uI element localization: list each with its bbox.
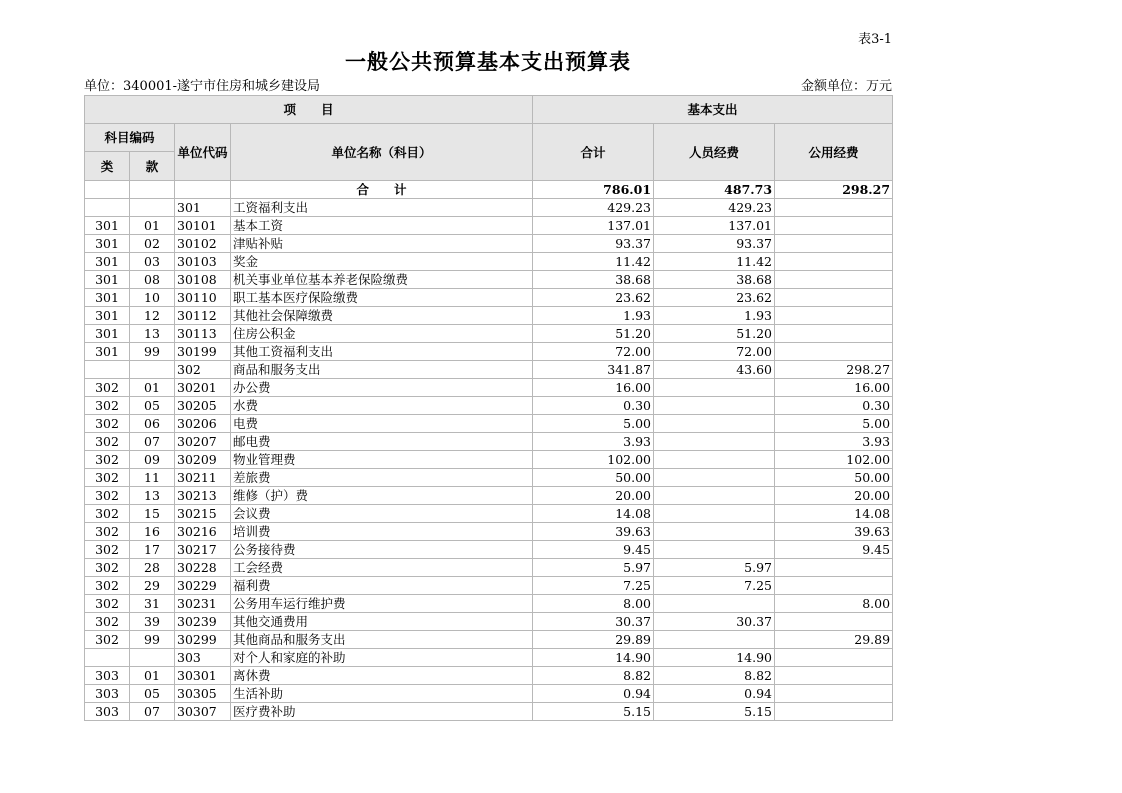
cell-code: 30307 [175, 703, 231, 721]
cell-total: 5.97 [533, 559, 654, 577]
cell-public [775, 685, 893, 703]
cell-lei: 302 [85, 577, 130, 595]
table-row [85, 253, 893, 271]
header-kuan: 款 [130, 152, 175, 181]
cell-total: 102.00 [533, 451, 654, 469]
cell-public: 39.63 [775, 523, 893, 541]
cell-code: 30211 [175, 469, 231, 487]
cell-name: 生活补助 [231, 685, 533, 703]
cell-public [775, 289, 893, 307]
header-public: 公用经费 [775, 124, 893, 181]
cell-name: 其他商品和服务支出 [231, 631, 533, 649]
cell-code: 30110 [175, 289, 231, 307]
cell-total: 14.90 [533, 649, 654, 667]
cell-kuan: 06 [130, 415, 175, 433]
cell-kuan: 05 [130, 397, 175, 415]
cell-name: 工资福利支出 [231, 199, 533, 217]
cell-name: 其他工资福利支出 [231, 343, 533, 361]
cell-kuan: 12 [130, 307, 175, 325]
cell-public [775, 271, 893, 289]
cell-code: 30112 [175, 307, 231, 325]
cell-total: 341.87 [533, 361, 654, 379]
cell-personnel: 137.01 [654, 217, 775, 235]
cell-kuan [130, 361, 175, 379]
cell-lei: 302 [85, 433, 130, 451]
header-project: 项 目 [85, 96, 533, 124]
total-label: 合 计 [231, 181, 533, 199]
cell-total: 51.20 [533, 325, 654, 343]
page-title: 一般公共预算基本支出预算表 [345, 49, 631, 74]
cell-lei: 301 [85, 325, 130, 343]
cell-public [775, 667, 893, 685]
cell-code: 303 [175, 649, 231, 667]
cell-public [775, 703, 893, 721]
header-basic-expenditure: 基本支出 [533, 96, 893, 124]
cell-lei: 302 [85, 541, 130, 559]
cell-public: 3.93 [775, 433, 893, 451]
cell-total: 39.63 [533, 523, 654, 541]
cell-personnel: 1.93 [654, 307, 775, 325]
cell-personnel [654, 451, 775, 469]
cell-kuan: 03 [130, 253, 175, 271]
table-row [85, 523, 893, 541]
cell-personnel [654, 487, 775, 505]
cell-total: 0.94 [533, 685, 654, 703]
cell-personnel: 93.37 [654, 235, 775, 253]
cell-lei: 302 [85, 469, 130, 487]
cell-lei [85, 199, 130, 217]
cell-personnel: 11.42 [654, 253, 775, 271]
cell-code: 30213 [175, 487, 231, 505]
cell-personnel: 5.15 [654, 703, 775, 721]
cell-code: 301 [175, 199, 231, 217]
total-amount: 786.01 [533, 181, 654, 199]
cell-lei: 302 [85, 559, 130, 577]
cell-kuan: 99 [130, 631, 175, 649]
cell-public: 14.08 [775, 505, 893, 523]
cell-total: 23.62 [533, 289, 654, 307]
cell-total: 72.00 [533, 343, 654, 361]
cell-code: 30209 [175, 451, 231, 469]
cell-lei: 301 [85, 271, 130, 289]
table-row [85, 595, 893, 613]
cell-kuan: 01 [130, 217, 175, 235]
cell-kuan: 02 [130, 235, 175, 253]
unit-label: 单位：340001-遂宁市住房和城乡建设局 [84, 79, 321, 94]
cell-name: 邮电费 [231, 433, 533, 451]
table-row [85, 397, 893, 415]
table-row [85, 235, 893, 253]
cell-public: 298.27 [775, 361, 893, 379]
header-personnel: 人员经费 [654, 124, 775, 181]
table-row [85, 217, 893, 235]
cell-name: 公务接待费 [231, 541, 533, 559]
cell-name: 离休费 [231, 667, 533, 685]
cell-public: 9.45 [775, 541, 893, 559]
cell-total: 429.23 [533, 199, 654, 217]
table-row [85, 289, 893, 307]
table-row [85, 415, 893, 433]
cell-kuan: 99 [130, 343, 175, 361]
cell-kuan: 39 [130, 613, 175, 631]
cell-lei: 301 [85, 217, 130, 235]
cell-total: 38.68 [533, 271, 654, 289]
cell-total: 9.45 [533, 541, 654, 559]
header-total: 合计 [533, 124, 654, 181]
cell-personnel: 30.37 [654, 613, 775, 631]
cell-lei: 301 [85, 307, 130, 325]
cell-total: 29.89 [533, 631, 654, 649]
cell-lei: 301 [85, 253, 130, 271]
total-public: 298.27 [775, 181, 893, 199]
cell-personnel: 51.20 [654, 325, 775, 343]
cell-lei: 302 [85, 487, 130, 505]
table-row [85, 451, 893, 469]
cell-name: 会议费 [231, 505, 533, 523]
cell-name: 维修（护）费 [231, 487, 533, 505]
cell-kuan: 01 [130, 667, 175, 685]
cell-code: 30217 [175, 541, 231, 559]
cell-lei: 302 [85, 595, 130, 613]
cell-personnel: 14.90 [654, 649, 775, 667]
cell-code: 30228 [175, 559, 231, 577]
cell-code: 30231 [175, 595, 231, 613]
table-row [85, 469, 893, 487]
cell-public: 20.00 [775, 487, 893, 505]
cell-kuan [130, 199, 175, 217]
cell-code: 30206 [175, 415, 231, 433]
cell-personnel [654, 541, 775, 559]
cell-kuan: 11 [130, 469, 175, 487]
table-row [85, 685, 893, 703]
cell-name: 工会经费 [231, 559, 533, 577]
cell-kuan: 13 [130, 325, 175, 343]
cell-kuan: 28 [130, 559, 175, 577]
table-row [85, 505, 893, 523]
table-row [85, 325, 893, 343]
cell-lei: 301 [85, 289, 130, 307]
table-row [85, 541, 893, 559]
cell-lei: 302 [85, 379, 130, 397]
total-row [85, 181, 893, 199]
cell-code: 30215 [175, 505, 231, 523]
cell-code: 30102 [175, 235, 231, 253]
table-row [85, 613, 893, 631]
cell-lei: 303 [85, 685, 130, 703]
cell-kuan: 08 [130, 271, 175, 289]
table-row [85, 343, 893, 361]
cell-kuan: 10 [130, 289, 175, 307]
table-row [85, 667, 893, 685]
cell-public: 102.00 [775, 451, 893, 469]
cell-public: 29.89 [775, 631, 893, 649]
cell-kuan [130, 649, 175, 667]
cell-lei: 302 [85, 505, 130, 523]
cell-code: 30205 [175, 397, 231, 415]
cell-name: 差旅费 [231, 469, 533, 487]
cell-public [775, 217, 893, 235]
table-row [85, 649, 893, 667]
cell-public: 5.00 [775, 415, 893, 433]
cell-lei: 303 [85, 703, 130, 721]
budget-table [84, 95, 893, 721]
table-row [85, 433, 893, 451]
cell-public [775, 343, 893, 361]
cell-total: 1.93 [533, 307, 654, 325]
cell-public: 0.30 [775, 397, 893, 415]
cell-name: 培训费 [231, 523, 533, 541]
cell-name: 物业管理费 [231, 451, 533, 469]
table-row [85, 271, 893, 289]
cell-total: 3.93 [533, 433, 654, 451]
cell-personnel [654, 379, 775, 397]
cell-code: 30113 [175, 325, 231, 343]
cell-kuan: 13 [130, 487, 175, 505]
cell-code: 30103 [175, 253, 231, 271]
cell-kuan: 16 [130, 523, 175, 541]
cell-personnel: 429.23 [654, 199, 775, 217]
cell-code: 30207 [175, 433, 231, 451]
cell-lei [85, 649, 130, 667]
cell-public [775, 199, 893, 217]
table-row [85, 487, 893, 505]
cell-public: 16.00 [775, 379, 893, 397]
table-row [85, 307, 893, 325]
table-row [85, 631, 893, 649]
cell-total: 14.08 [533, 505, 654, 523]
cell-lei: 301 [85, 235, 130, 253]
cell-personnel [654, 595, 775, 613]
cell-personnel: 38.68 [654, 271, 775, 289]
cell-lei: 302 [85, 451, 130, 469]
cell-personnel [654, 523, 775, 541]
cell-name: 医疗费补助 [231, 703, 533, 721]
cell-public [775, 649, 893, 667]
cell-code: 30299 [175, 631, 231, 649]
cell-name: 商品和服务支出 [231, 361, 533, 379]
table-row [85, 559, 893, 577]
table-row [85, 199, 893, 217]
cell-public [775, 253, 893, 271]
cell-personnel: 7.25 [654, 577, 775, 595]
cell-public [775, 235, 893, 253]
cell-code: 30101 [175, 217, 231, 235]
cell-kuan: 29 [130, 577, 175, 595]
cell-kuan: 15 [130, 505, 175, 523]
cell-total: 11.42 [533, 253, 654, 271]
cell-code: 30108 [175, 271, 231, 289]
cell-total: 30.37 [533, 613, 654, 631]
cell-total: 50.00 [533, 469, 654, 487]
cell-total: 5.15 [533, 703, 654, 721]
cell-personnel [654, 433, 775, 451]
header-unit-name: 单位名称（科目） [231, 124, 533, 181]
cell-lei: 302 [85, 523, 130, 541]
cell-code: 30229 [175, 577, 231, 595]
cell-public [775, 613, 893, 631]
cell-total: 16.00 [533, 379, 654, 397]
cell-name: 公务用车运行维护费 [231, 595, 533, 613]
cell-code: 30201 [175, 379, 231, 397]
cell-personnel: 5.97 [654, 559, 775, 577]
cell-kuan: 17 [130, 541, 175, 559]
cell-lei: 302 [85, 613, 130, 631]
cell-total: 20.00 [533, 487, 654, 505]
cell-name: 办公费 [231, 379, 533, 397]
cell-name: 电费 [231, 415, 533, 433]
cell-kuan: 09 [130, 451, 175, 469]
cell-lei: 302 [85, 397, 130, 415]
cell-public [775, 559, 893, 577]
cell-personnel [654, 415, 775, 433]
cell-personnel [654, 505, 775, 523]
cell-total: 137.01 [533, 217, 654, 235]
cell-total: 5.00 [533, 415, 654, 433]
cell-name: 职工基本医疗保险缴费 [231, 289, 533, 307]
cell-personnel: 72.00 [654, 343, 775, 361]
table-row [85, 361, 893, 379]
cell-personnel: 23.62 [654, 289, 775, 307]
cell-name: 住房公积金 [231, 325, 533, 343]
cell-name: 奖金 [231, 253, 533, 271]
cell-lei: 302 [85, 631, 130, 649]
cell-name: 其他交通费用 [231, 613, 533, 631]
cell-public [775, 577, 893, 595]
cell-lei: 303 [85, 667, 130, 685]
cell-total: 8.00 [533, 595, 654, 613]
cell-public [775, 307, 893, 325]
cell-total: 7.25 [533, 577, 654, 595]
cell-kuan: 31 [130, 595, 175, 613]
cell-code: 302 [175, 361, 231, 379]
cell-name: 福利费 [231, 577, 533, 595]
cell-public: 8.00 [775, 595, 893, 613]
cell-code: 30216 [175, 523, 231, 541]
header-subject-code: 科目编码 [85, 124, 175, 152]
cell-kuan: 07 [130, 433, 175, 451]
table-number: 表3-1 [858, 32, 892, 47]
cell-personnel [654, 469, 775, 487]
header-unit-code: 单位代码 [175, 124, 231, 181]
cell-public [775, 325, 893, 343]
cell-code: 30199 [175, 343, 231, 361]
cell-name: 其他社会保障缴费 [231, 307, 533, 325]
cell-name: 机关事业单位基本养老保险缴费 [231, 271, 533, 289]
cell-name: 基本工资 [231, 217, 533, 235]
table-row [85, 703, 893, 721]
cell-kuan: 01 [130, 379, 175, 397]
cell-personnel [654, 397, 775, 415]
cell-code: 30305 [175, 685, 231, 703]
cell-name: 水费 [231, 397, 533, 415]
amount-unit-label: 金额单位：万元 [800, 79, 892, 94]
cell-code: 30239 [175, 613, 231, 631]
table-row [85, 577, 893, 595]
cell-personnel: 0.94 [654, 685, 775, 703]
cell-lei: 302 [85, 415, 130, 433]
cell-kuan: 05 [130, 685, 175, 703]
cell-name: 对个人和家庭的补助 [231, 649, 533, 667]
cell-name: 津贴补贴 [231, 235, 533, 253]
cell-personnel: 43.60 [654, 361, 775, 379]
cell-kuan: 07 [130, 703, 175, 721]
cell-total: 8.82 [533, 667, 654, 685]
cell-personnel [654, 631, 775, 649]
cell-lei: 301 [85, 343, 130, 361]
total-personnel: 487.73 [654, 181, 775, 199]
table-row [85, 379, 893, 397]
header-lei: 类 [85, 152, 130, 181]
cell-lei [85, 361, 130, 379]
cell-personnel: 8.82 [654, 667, 775, 685]
cell-code: 30301 [175, 667, 231, 685]
cell-public: 50.00 [775, 469, 893, 487]
cell-total: 93.37 [533, 235, 654, 253]
cell-total: 0.30 [533, 397, 654, 415]
